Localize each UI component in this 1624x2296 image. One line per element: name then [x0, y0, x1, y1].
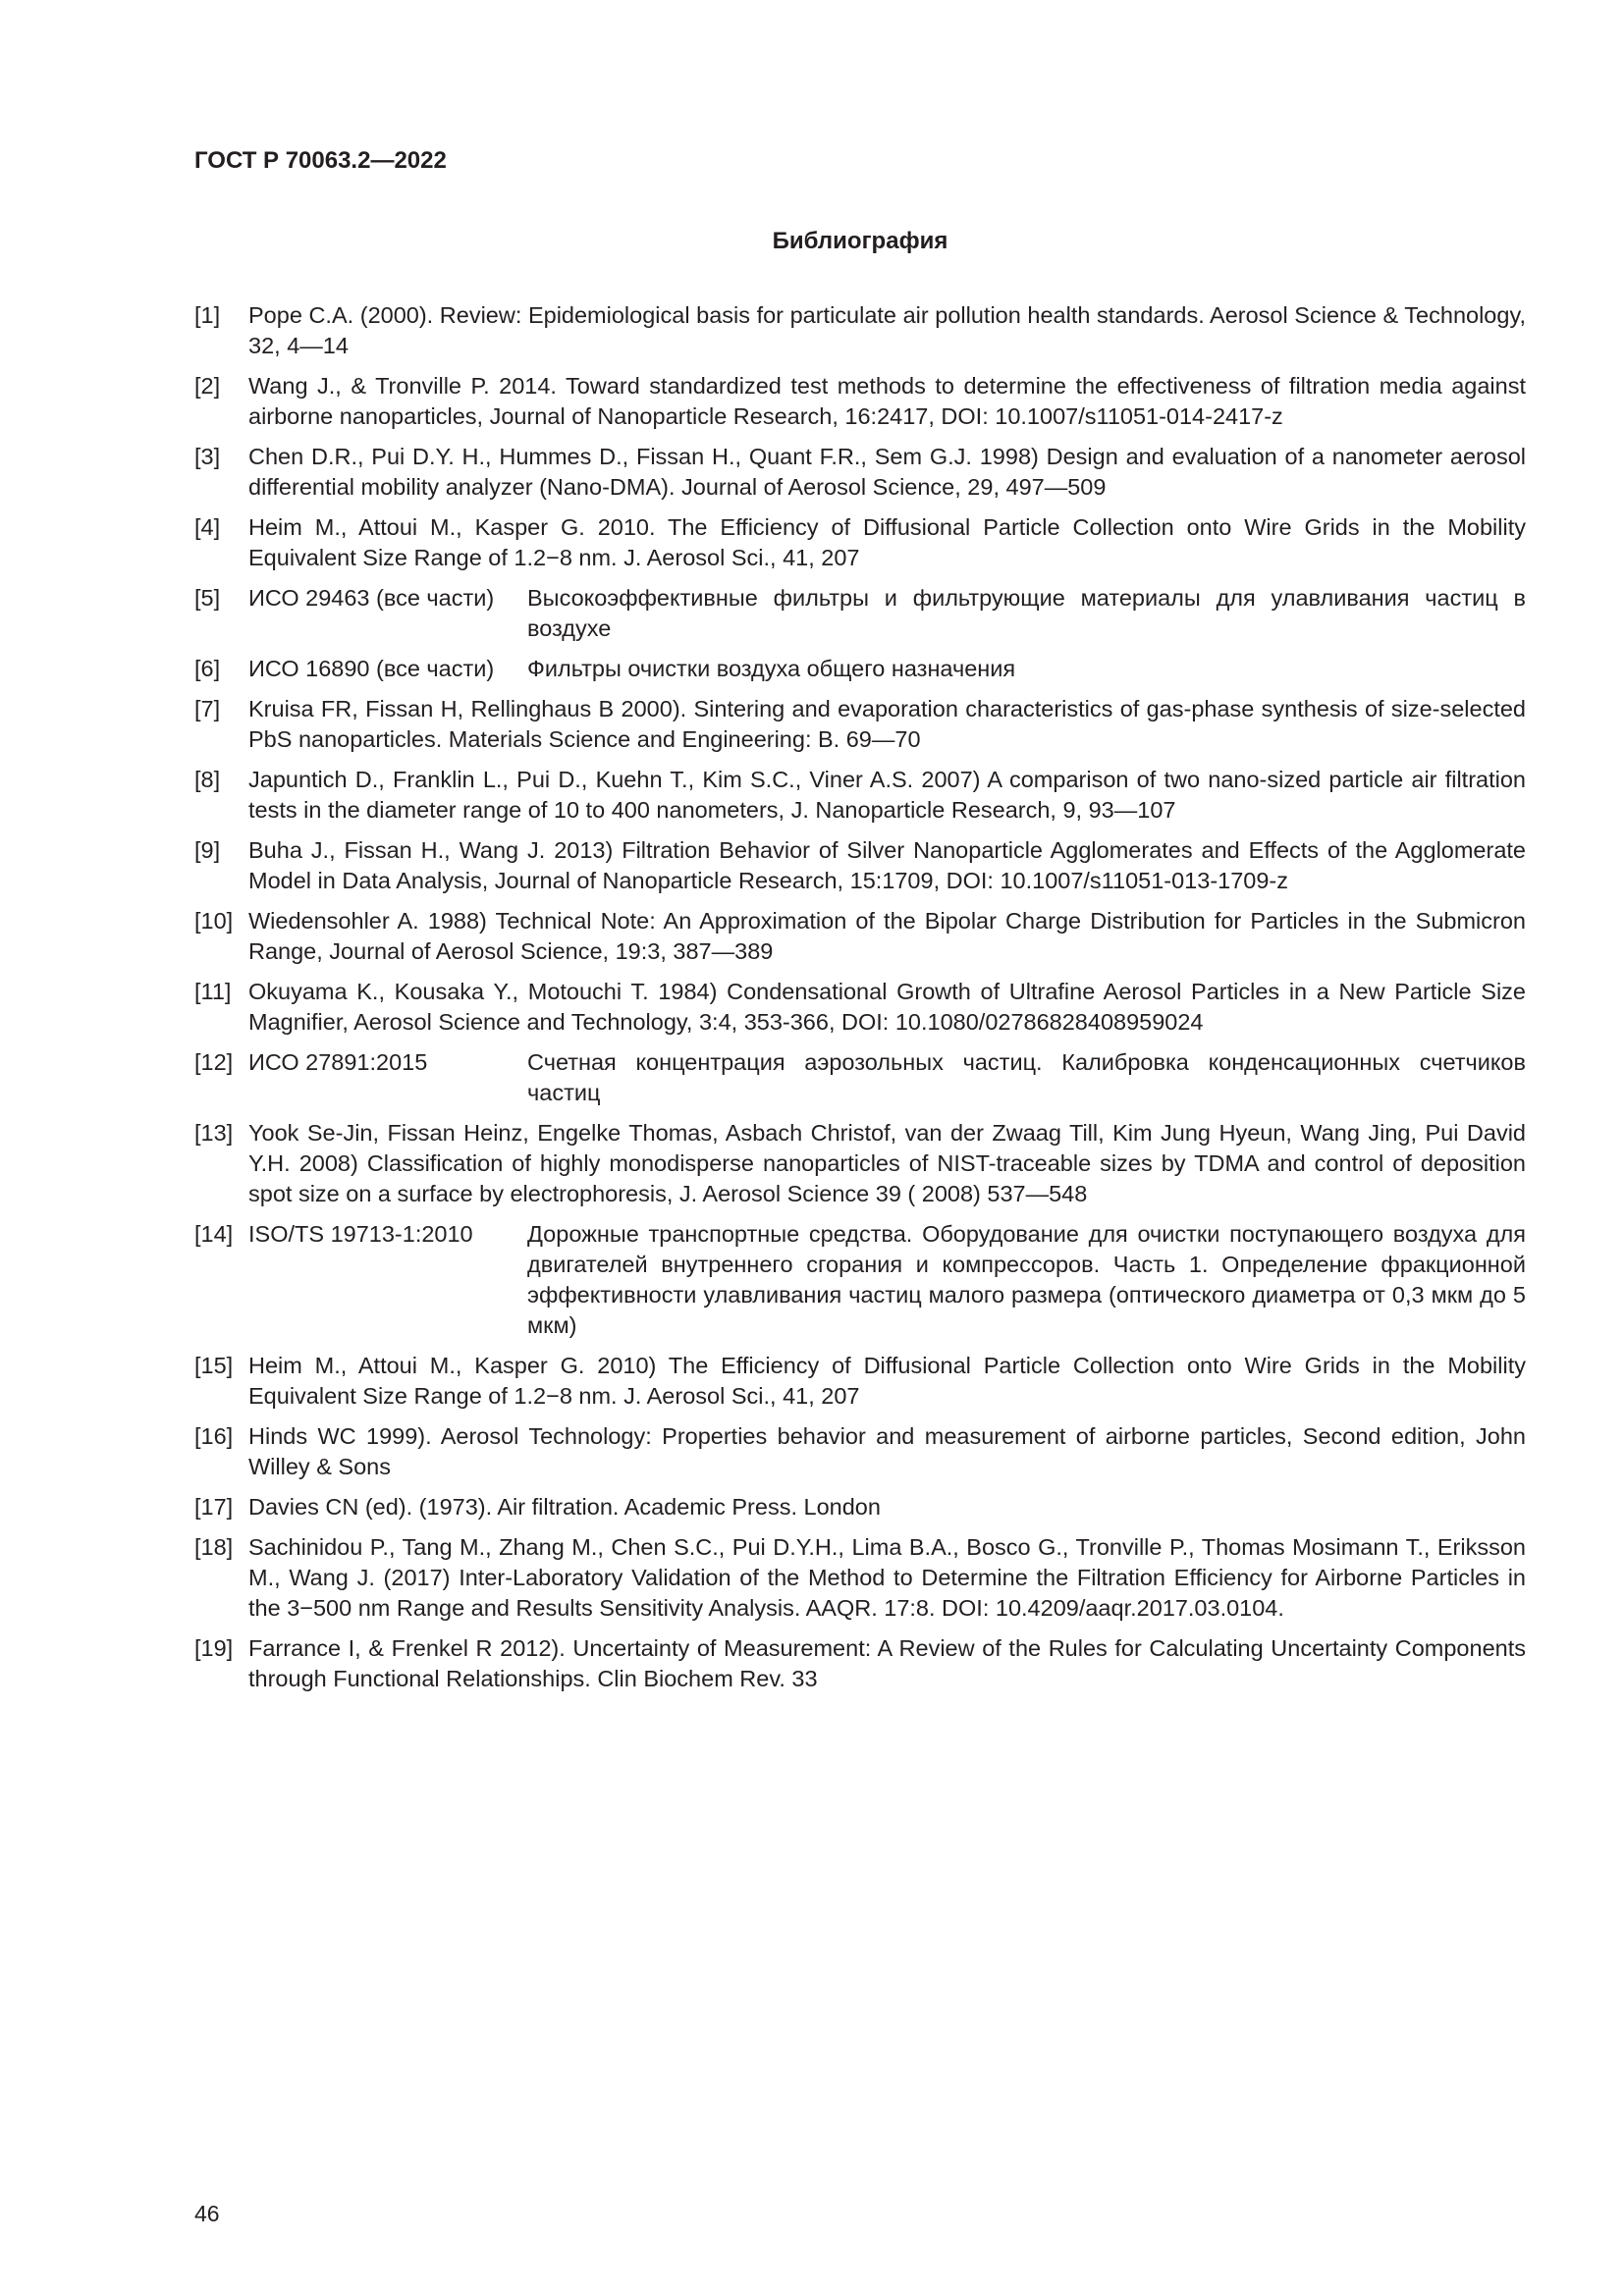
- ref-number: [17]: [194, 1494, 234, 1520]
- list-item: [194, 1118, 1526, 1209]
- list-item: [194, 1421, 1526, 1482]
- list-item: [194, 1492, 1526, 1522]
- ref-number: [15]: [194, 1353, 234, 1378]
- ref-text: Buha J., Fissan H., Wang J. 2013) Filtration Behavior of Silver Nanoparticle Agglomerates and Effects of the Agglomerate Model in Data Analysis, Journal of Nanoparticle Research, 15:1709, DOI: 10.1007/s11051-013-1709-z: [248, 837, 1526, 893]
- ref-number: [13]: [194, 1120, 234, 1146]
- ref-text: Heim M., Attoui M., Kasper G. 2010. The Efficiency of Diffusional Particle Collection onto Wire Grids in the Mobility Equivalent Size Range of 1.2−8 nm. J. Aerosol Sci., 41, 207: [248, 514, 1526, 570]
- list-item: [194, 1351, 1526, 1412]
- standard-ref: [248, 583, 1526, 644]
- ref-number: [19]: [194, 1635, 234, 1661]
- list-item: [194, 694, 1526, 755]
- document-header: ГОСТ Р 70063.2—2022: [194, 147, 447, 174]
- bibliography-list: [194, 300, 1526, 1704]
- ref-number: [2]: [194, 373, 221, 399]
- ref-text: Yook Se-Jin, Fissan Heinz, Engelke Thomas, Asbach Christof, van der Zwaag Till, Kim Jung Hyeun, Wang Jing, Pui David Y.H. 2008) Classification of highly monodisperse nanoparticles of NIST-traceable sizes by TDMA and control of deposition spot size on a surface by electrophoresis, J. Aerosol Science 39 ( 2008) 537—548: [248, 1120, 1526, 1206]
- list-item: [194, 654, 1526, 684]
- ref-text: Счетная концентрация аэрозольных частиц. Калибровка конденсационных счетчиков частиц: [527, 1049, 1526, 1105]
- page-number: 46: [194, 2201, 220, 2226]
- standard-ref: [248, 654, 1526, 684]
- ref-text: Sachinidou P., Tang M., Zhang M., Chen S.C., Pui D.Y.H., Lima B.A., Bosco G., Tronville P., Thomas Mosimann T., Eriksson M., Wang J. (2017) Inter-Laboratory Validation of the Method to Determine the Filtration Efficiency for Airborne Particles in the 3−500 nm Range and Results Sensitivity Analysis. AAQR. 17:8. DOI: 10.4209/aaqr.2017.03.0104.: [248, 1534, 1526, 1621]
- ref-text: Japuntich D., Franklin L., Pui D., Kuehn T., Kim S.C., Viner A.S. 2007) A comparison of two nano-sized particle air filtration tests in the diameter range of 10 to 400 nanometers, J. Nanoparticle Research, 9, 93—107: [248, 767, 1526, 823]
- list-item: [194, 977, 1526, 1038]
- ref-number: [5]: [194, 585, 221, 611]
- standard-code: ИСО 16890 (все части): [248, 656, 495, 681]
- ref-text: Kruisa FR, Fissan H, Rellinghaus B 2000). Sintering and evaporation characteristics of gas-phase synthesis of size-selected PbS nanoparticles. Materials Science and Engineering: B. 69—70: [248, 696, 1526, 752]
- ref-number: [3]: [194, 444, 221, 469]
- list-item: [194, 371, 1526, 432]
- ref-text: Wang J., & Tronville P. 2014. Toward standardized test methods to determine the effectiveness of filtration media against airborne nanoparticles, Journal of Nanoparticle Research, 16:2417, DOI: 10.1007/s11051-014-2417-z: [248, 373, 1526, 429]
- ref-text: Heim M., Attoui M., Kasper G. 2010) The Efficiency of Diffusional Particle Collection onto Wire Grids in the Mobility Equivalent Size Range of 1.2−8 nm. J. Aerosol Sci., 41, 207: [248, 1353, 1526, 1409]
- list-item: [194, 1047, 1526, 1108]
- ref-text: Chen D.R., Pui D.Y. H., Hummes D., Fissan H., Quant F.R., Sem G.J. 1998) Design and evaluation of a nanometer aerosol differential mobility analyzer (Nano-DMA). Journal of Aerosol Science, 29, 497—509: [248, 444, 1526, 500]
- standard-code: ИСО 29463 (все части): [248, 585, 495, 611]
- list-item: [194, 583, 1526, 644]
- ref-number: [10]: [194, 908, 234, 934]
- list-item: [194, 765, 1526, 826]
- ref-text: Hinds WC 1999). Aerosol Technology: Properties behavior and measurement of airborne particles, Second edition, John Willey & Sons: [248, 1423, 1526, 1479]
- list-item: [194, 1633, 1526, 1694]
- standard-code: ИСО 27891:2015: [248, 1049, 428, 1075]
- standard-code: ISO/TS 19713-1:2010: [248, 1221, 473, 1247]
- ref-text: Дорожные транспортные средства. Оборудование для очистки поступающего воздуха для двигателей внутреннего сгорания и компрессоров. Часть 1. Определение фракционной эффективности улавливания частиц малого размера (оптического диаметра от 0,3 мкм до 5 мкм): [527, 1221, 1526, 1338]
- ref-number: [16]: [194, 1423, 234, 1449]
- page-title: Библиография: [772, 228, 948, 254]
- ref-number: [4]: [194, 514, 221, 540]
- ref-text: Высокоэффективные фильтры и фильтрующие материалы для улавливания частиц в воздухе: [527, 585, 1526, 641]
- ref-text: Wiedensohler A. 1988) Technical Note: An Approximation of the Bipolar Charge Distribution for Particles in the Submicron Range, Journal of Aerosol Science, 19:3, 387—389: [248, 908, 1526, 964]
- ref-number: [12]: [194, 1049, 234, 1075]
- ref-number: [18]: [194, 1534, 234, 1560]
- list-item: [194, 906, 1526, 967]
- list-item: [194, 1532, 1526, 1624]
- list-item: [194, 835, 1526, 896]
- ref-text: Фильтры очистки воздуха общего назначения: [527, 656, 1016, 681]
- ref-text: Davies CN (ed). (1973). Air filtration. Academic Press. London: [248, 1494, 881, 1520]
- standard-ref: [248, 1047, 1526, 1108]
- ref-number: [1]: [194, 302, 221, 328]
- ref-number: [11]: [194, 979, 232, 1004]
- ref-number: [14]: [194, 1221, 234, 1247]
- ref-text: Farrance I, & Frenkel R 2012). Uncertainty of Measurement: A Review of the Rules for Calculating Uncertainty Components through Functional Relationships. Clin Biochem Rev. 33: [248, 1635, 1526, 1691]
- list-item: [194, 1219, 1526, 1341]
- list-item: [194, 512, 1526, 573]
- standard-ref: [248, 1219, 1526, 1341]
- ref-text: Okuyama K., Kousaka Y., Motouchi T. 1984) Condensational Growth of Ultrafine Aerosol Particles in a New Particle Size Magnifier, Aerosol Science and Technology, 3:4, 353-366, DOI: 10.1080/02786828408959024: [248, 979, 1526, 1035]
- ref-number: [6]: [194, 656, 221, 681]
- list-item: [194, 300, 1526, 361]
- ref-number: [7]: [194, 696, 221, 721]
- ref-text: Pope C.A. (2000). Review: Epidemiological basis for particulate air pollution health standards. Aerosol Science & Technology, 32, 4—14: [248, 302, 1526, 358]
- list-item: [194, 442, 1526, 503]
- ref-number: [8]: [194, 767, 221, 792]
- ref-number: [9]: [194, 837, 221, 863]
